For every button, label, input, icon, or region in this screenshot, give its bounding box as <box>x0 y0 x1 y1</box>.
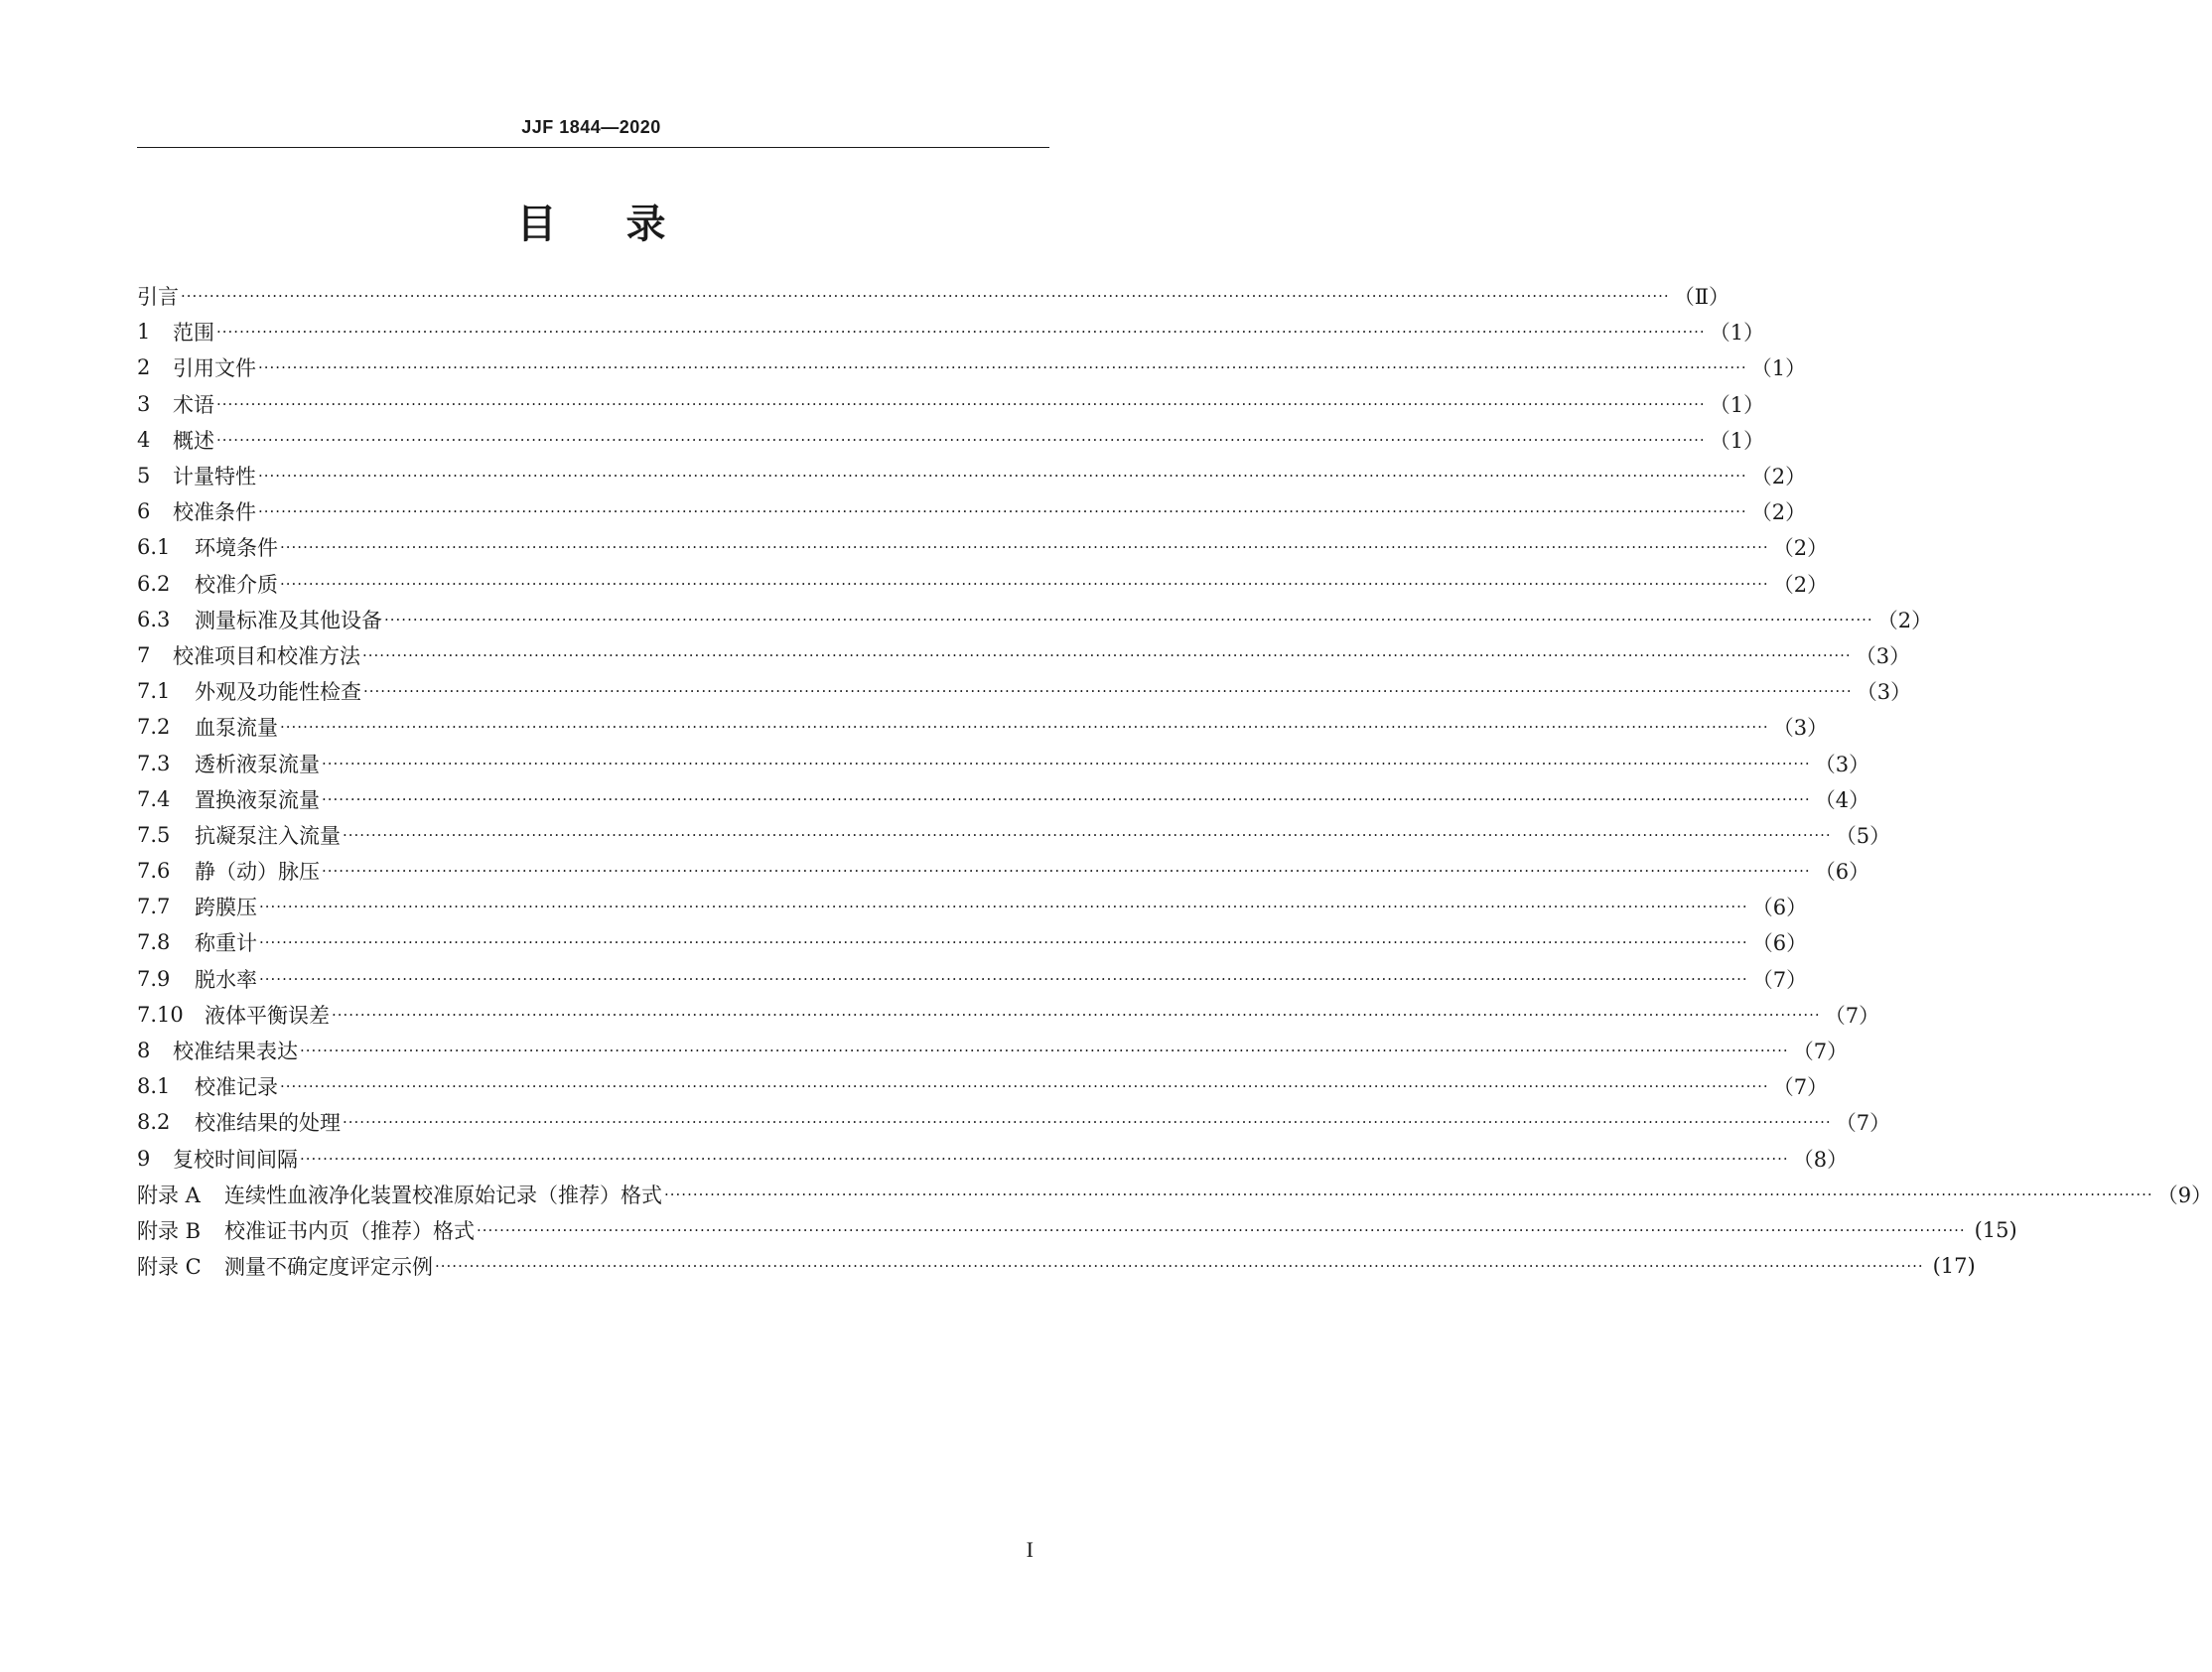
toc-entry[interactable] <box>137 781 1870 817</box>
toc-entry-number: 8 <box>137 1039 151 1063</box>
toc-leader-dots: ···································································································································································································································································· <box>343 825 1832 844</box>
toc-leader-dots: ···································································································································································································································································· <box>280 538 1769 557</box>
toc-entry-label: 引言 <box>137 285 179 310</box>
toc-entry-label: 复校时间间隔 <box>173 1147 298 1172</box>
toc-entry[interactable] <box>137 566 1829 602</box>
toc-entry-label: 校准证书内页（推荐）格式 <box>224 1218 475 1243</box>
toc-entry-page: （3） <box>1855 643 1911 668</box>
toc-entry[interactable] <box>137 1212 2017 1248</box>
toc-leader-dots: ···································································································································································································································································· <box>280 718 1769 737</box>
toc-entry-page: （6） <box>1751 896 1808 920</box>
toc-entry-label: 术语 <box>173 392 214 417</box>
page-title: 目录 <box>516 202 736 247</box>
toc-entry[interactable] <box>137 853 1870 889</box>
toc-entry[interactable] <box>137 745 1870 780</box>
toc-entry-label: 脱水率 <box>195 967 257 992</box>
toc-entry-label: 抗凝泵注入流量 <box>195 823 341 848</box>
toc-leader-dots: ···································································································································································································································································· <box>322 754 1811 772</box>
toc-entry[interactable] <box>137 1141 1849 1177</box>
toc-entry-number: 2 <box>137 355 151 380</box>
toc-entry-label: 计量特性 <box>173 465 256 489</box>
toc-leader-dots: ···································································································································································································································································· <box>181 287 1670 306</box>
toc-entry-label: 校准条件 <box>173 500 256 525</box>
toc-entry-label: 概述 <box>173 428 214 453</box>
toc-leader-dots: ···································································································································································································································································· <box>322 789 1811 808</box>
toc-entry-page: （3） <box>1772 716 1829 741</box>
table-of-contents <box>137 278 2212 1284</box>
toc-leader-dots: ···································································································································································································································································· <box>259 933 1748 952</box>
toc-entry[interactable] <box>137 709 1829 745</box>
toc-leader-dots: ···································································································································································································································································· <box>384 610 1873 628</box>
toc-entry-label: 静（动）脉压 <box>195 860 320 885</box>
toc-entry[interactable] <box>137 1248 1976 1284</box>
toc-entry[interactable] <box>137 1033 1849 1068</box>
toc-entry-page: （1） <box>1709 392 1765 417</box>
header-divider <box>137 147 1049 148</box>
toc-leader-dots: ···································································································································································································································································· <box>362 645 1852 664</box>
toc-entry-number: 8.2 <box>137 1110 171 1135</box>
toc-entry-page: （2） <box>1750 500 1807 525</box>
toc-entry-label: 测量不确定度评定示例 <box>224 1255 433 1280</box>
toc-entry-page: (15) <box>1974 1217 2017 1242</box>
toc-entry[interactable] <box>137 529 1829 565</box>
toc-entry-number: 7.7 <box>137 895 171 919</box>
toc-entry-page: （2） <box>1876 608 1933 632</box>
toc-entry-label: 血泵流量 <box>195 716 278 741</box>
toc-entry[interactable] <box>137 422 1765 458</box>
toc-entry-page: （7） <box>1751 967 1808 992</box>
toc-leader-dots: ···································································································································································································································································· <box>435 1257 1924 1276</box>
toc-entry-label: 引用文件 <box>173 356 256 381</box>
toc-leader-dots: ···································································································································································································································································· <box>332 1005 1821 1024</box>
toc-entry-page: （6） <box>1751 931 1808 956</box>
toc-entry-label: 测量标准及其他设备 <box>195 608 382 632</box>
toc-entry-number: 9 <box>137 1146 151 1171</box>
toc-leader-dots: ···································································································································································································································································· <box>216 323 1706 342</box>
toc-entry-page: （7） <box>1824 1003 1880 1028</box>
toc-entry-number: 7.5 <box>137 822 171 847</box>
toc-leader-dots: ···································································································································································································································································· <box>300 1042 1789 1060</box>
toc-entry-page: （1） <box>1709 428 1765 453</box>
toc-leader-dots: ···································································································································································································································································· <box>259 969 1748 988</box>
toc-entry-number: 5 <box>137 464 151 488</box>
toc-entry-page: （8） <box>1792 1147 1849 1172</box>
toc-entry-number: 7.1 <box>137 679 171 704</box>
toc-entry-label: 环境条件 <box>195 536 278 561</box>
toc-entry-label: 校准记录 <box>195 1075 278 1100</box>
toc-entry-number: 7.3 <box>137 751 171 775</box>
toc-entry-label: 校准结果的处理 <box>195 1111 341 1136</box>
toc-entry-number: 7.8 <box>137 930 171 955</box>
toc-leader-dots: ···································································································································································································································································· <box>258 358 1747 377</box>
toc-leader-dots: ···································································································································································································································································· <box>363 682 1853 701</box>
toc-entry-label: 外观及功能性检查 <box>195 680 361 705</box>
toc-entry-label: 跨膜压 <box>195 896 257 920</box>
toc-entry-label: 称重计 <box>195 931 257 956</box>
toc-entry-number: 7.9 <box>137 966 171 991</box>
toc-entry-page: （6） <box>1814 860 1870 885</box>
toc-entry[interactable] <box>137 924 1808 960</box>
toc-entry[interactable] <box>137 493 1807 529</box>
document-code-header: JJF 1844—2020 <box>521 117 661 137</box>
toc-leader-dots: ···································································································································································································································································· <box>259 898 1748 916</box>
toc-leader-dots: ···································································································································································································································································· <box>322 862 1811 881</box>
page-number: I <box>1026 1537 1034 1562</box>
toc-entry[interactable] <box>137 1104 1891 1140</box>
toc-entry-label: 连续性血液净化装置校准原始记录（推荐）格式 <box>224 1183 662 1207</box>
toc-entry[interactable] <box>137 602 1933 637</box>
toc-entry-number: 3 <box>137 391 151 416</box>
toc-entry-label: 范围 <box>173 321 214 346</box>
toc-entry-number: 附录 A <box>137 1183 201 1207</box>
toc-entry-page: （9） <box>2156 1183 2212 1207</box>
toc-entry-number: 7.10 <box>137 1002 184 1027</box>
toc-leader-dots: ···································································································································································································································································· <box>343 1113 1832 1132</box>
toc-leader-dots: ···································································································································································································································································· <box>300 1149 1789 1168</box>
toc-entry-number: 7.4 <box>137 786 171 811</box>
toc-entry-number: 8.1 <box>137 1074 171 1099</box>
toc-entry-page: （3） <box>1856 680 1912 705</box>
toc-entry-number: 4 <box>137 427 151 452</box>
toc-entry[interactable] <box>137 1068 1829 1104</box>
toc-entry-label: 液体平衡误差 <box>205 1003 330 1028</box>
toc-entry[interactable] <box>137 997 1880 1033</box>
toc-leader-dots: ···································································································································································································································································· <box>477 1220 1966 1239</box>
toc-entry-number: 7 <box>137 642 151 667</box>
toc-entry[interactable] <box>137 458 1807 493</box>
toc-leader-dots: ···································································································································································································································································· <box>664 1184 2153 1203</box>
toc-leader-dots: ···································································································································································································································································· <box>280 1077 1769 1096</box>
toc-entry-label: 校准介质 <box>195 572 278 597</box>
toc-entry[interactable] <box>137 961 1808 997</box>
toc-entry-number: 7.2 <box>137 715 171 740</box>
toc-entry-page: （1） <box>1750 356 1807 381</box>
toc-entry-page: （7） <box>1772 1075 1829 1100</box>
toc-leader-dots: ···································································································································································································································································· <box>258 467 1747 486</box>
toc-entry-label: 校准项目和校准方法 <box>173 643 360 668</box>
toc-entry-number: 6.2 <box>137 571 171 596</box>
toc-entry[interactable] <box>137 889 1808 924</box>
toc-entry-page: （2） <box>1772 536 1829 561</box>
toc-entry[interactable] <box>137 637 1911 673</box>
toc-entry-page: （3） <box>1814 752 1870 776</box>
toc-entry-number: 6.1 <box>137 535 171 560</box>
toc-entry-number: 附录 B <box>137 1218 202 1243</box>
toc-entry[interactable] <box>137 1177 2212 1212</box>
toc-entry-label: 置换液泵流量 <box>195 787 320 812</box>
toc-entry-number: 1 <box>137 320 151 345</box>
toc-entry-page: （2） <box>1772 572 1829 597</box>
toc-entry-number: 附录 C <box>137 1255 202 1280</box>
toc-entry[interactable] <box>137 386 1765 422</box>
toc-entry[interactable] <box>137 349 1807 385</box>
toc-entry[interactable] <box>137 314 1765 349</box>
toc-entry-number: 7.6 <box>137 859 171 884</box>
toc-entry[interactable] <box>137 673 1912 709</box>
toc-leader-dots: ···································································································································································································································································· <box>216 394 1706 413</box>
toc-entry-page: （7） <box>1792 1040 1849 1064</box>
toc-leader-dots: ···································································································································································································································································· <box>216 430 1706 449</box>
toc-leader-dots: ···································································································································································································································································· <box>280 574 1769 593</box>
toc-entry[interactable] <box>137 278 1729 314</box>
toc-entry-number: 6 <box>137 499 151 524</box>
toc-entry-number: 6.3 <box>137 607 171 631</box>
toc-entry-page: （7） <box>1835 1111 1891 1136</box>
toc-entry-page: (17) <box>1932 1254 1976 1279</box>
toc-entry-page: （2） <box>1750 465 1807 489</box>
toc-leader-dots: ···································································································································································································································································· <box>258 502 1747 521</box>
toc-entry[interactable] <box>137 817 1891 853</box>
toc-entry-page: （4） <box>1814 787 1870 812</box>
toc-entry-page: （1） <box>1709 321 1765 346</box>
toc-entry-label: 校准结果表达 <box>173 1040 298 1064</box>
toc-entry-label: 透析液泵流量 <box>195 752 320 776</box>
toc-entry-page: （Ⅱ） <box>1673 285 1729 310</box>
toc-entry-page: （5） <box>1835 823 1891 848</box>
